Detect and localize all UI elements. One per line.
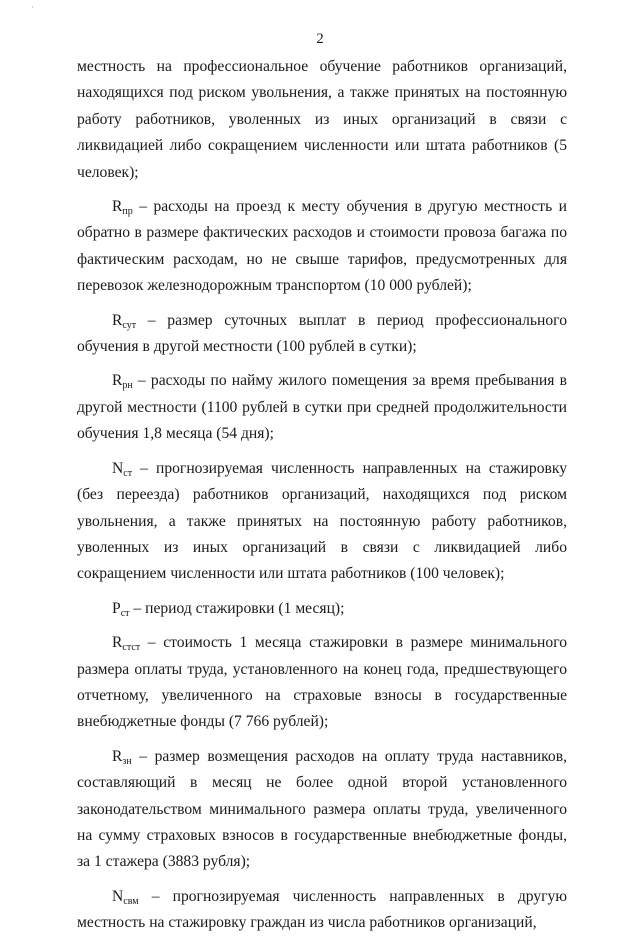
variable-symbol: $R_{пр}$ [112,198,133,218]
paragraph-text: – расходы на проезд к месту обучения в другую местность и обратно в размере фактических расходов и стоимости провоза багажа по фактическим расходам, но не свыше тарифов, предусмотренных для перевозок железнодорожным транспортом (10 000 рублей); [77,198,567,295]
document-body [77,54,567,945]
variable-symbol: $N_{свм}$ [112,887,139,907]
paragraph-text: – размер суточных выплат в период профессионального обучения в другой местности (100 рублей в сутки); [77,311,567,356]
paragraph [77,54,567,186]
paragraph [77,596,567,622]
paragraph [77,368,567,447]
variable-symbol: $R_{сут}$ [112,311,137,331]
paragraph [77,630,567,736]
paragraph [77,884,567,937]
paragraph-text: – стоимость 1 месяца стажировки в размере минимального размера оплаты труда, установленного на конец года, предшествующего отчетному, увеличенного на страховые взносы в государственные внебюджетные фонды (7 766 рублей); [77,634,567,731]
paragraph-text: местность на профессиональное обучение работников организаций, находящихся под риском увольнения, а также принятых на постоянную работу работников, уволенных из иных организаций в связи с ликвидацией либо сокращением численности или штата работников (5 человек); [77,58,567,181]
paragraph-text: – прогнозируемая численность направленных в другую местность на стажировку граждан из числа работников организаций, [77,887,567,932]
variable-symbol: $R_{зн}$ [112,747,132,767]
variable-symbol: $P_{ст}$ [112,599,130,619]
variable-symbol: $N_{ст}$ [112,459,133,479]
paragraph-text: – период стажировки (1 месяц); [129,599,345,617]
paragraph [77,744,567,876]
variable-symbol: $R_{стст}$ [112,634,141,654]
paragraph [77,308,567,361]
paragraph-text: – размер возмещения расходов на оплату труда наставников, составляющий в месяц не более одной второй установленного законодательством минимального размера оплаты труда, увеличенного на сумму страховых взносов в государственные внебюджетные фонды, за 1 стажера (3883 рубля); [77,747,567,871]
paragraph [77,194,567,300]
paragraph-text: – прогнозируемая численность направленных на стажировку (без переезда) работников организаций, находящихся под риском увольнения, а также принятых на постоянную работу работников, уволенных из иных организаций в связи с ликвидацией либо сокращением численности или штата работников (100 человек); [77,459,567,583]
page-number: 2 [316,31,324,47]
scan-mark: · [31,3,34,12]
paragraph-text: – расходы по найму жилого помещения за время пребывания в другой местности (1100 рублей в сутки при средней продолжительности обучения 1,8 месяца (54 дня); [77,372,567,443]
paragraph [77,456,567,588]
variable-symbol: $R_{рн}$ [112,372,133,392]
